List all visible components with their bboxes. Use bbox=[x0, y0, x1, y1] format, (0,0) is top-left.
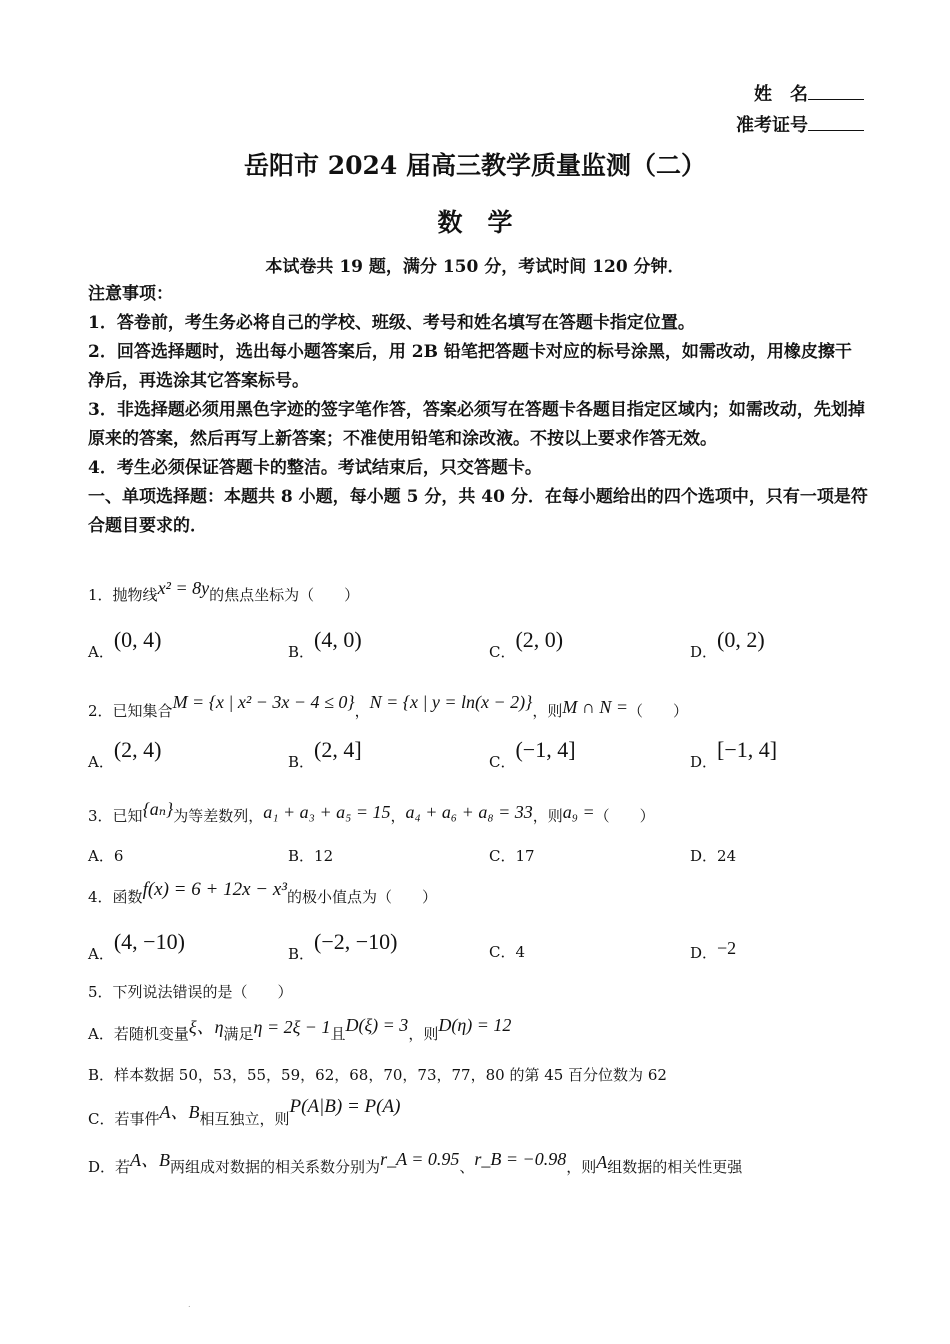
option-value: 6 bbox=[113, 847, 124, 865]
exam-id-label: 准考证号 bbox=[736, 115, 808, 136]
notice-block bbox=[88, 280, 868, 541]
option-value: (0, 2) bbox=[717, 627, 765, 652]
option-letter: B． bbox=[288, 643, 315, 661]
question-text: 抛物线 bbox=[112, 586, 158, 604]
option-letter: D． bbox=[88, 1158, 116, 1176]
option-value: (−2, −10) bbox=[314, 929, 398, 954]
q5-option-a bbox=[88, 1015, 512, 1044]
option-value: (2, 0) bbox=[515, 627, 564, 652]
notice-item: 2．回答选择题时，选出每小题答案后，用 2B 铅笔把答题卡对应的标号涂黑，如需改动，用橡皮擦干净后，再选涂其它答案标号。 bbox=[88, 342, 852, 391]
question-text: 已知集合 bbox=[112, 702, 173, 720]
question-3: 3．已知{aₙ}为等差数列，a₁ + a₃ + a₅ = 15，a₄ + a₆ + a₈ = 33，则a₉ =（ ） bbox=[88, 799, 655, 825]
option-letter: B． bbox=[288, 753, 315, 771]
question-text: （ ） bbox=[594, 807, 655, 825]
option-value: (2, 4) bbox=[113, 737, 162, 762]
name-field bbox=[754, 80, 864, 106]
question-text: 的极小值点为（ ） bbox=[286, 888, 437, 906]
q5-option-c bbox=[88, 1096, 401, 1129]
q3-option-d bbox=[690, 846, 736, 866]
question-number: 5． bbox=[88, 983, 113, 1001]
q4-option-d bbox=[690, 938, 737, 963]
question-number: 2． bbox=[88, 702, 113, 720]
question-number: 3． bbox=[88, 807, 113, 825]
option-text: 样本数据 50，53，55，59，62，68，70，73，77，80 的第 45 百分位数为 62 bbox=[114, 1066, 667, 1084]
exam-info: 本试卷共 19 题，满分 150 分，考试时间 120 分钟． bbox=[265, 257, 685, 277]
q1-option-b bbox=[288, 627, 362, 662]
option-letter: D． bbox=[690, 643, 718, 661]
math-expression: f(x) = 6 + 12x − x³ bbox=[142, 879, 287, 900]
question-text: 为等差数列， bbox=[173, 807, 264, 825]
option-text: 两组成对数据的相关系数分别为 bbox=[170, 1158, 381, 1176]
option-value: 12 bbox=[314, 847, 334, 865]
math-expression: r_B = −0.98 bbox=[474, 1149, 567, 1169]
option-letter: C． bbox=[489, 943, 516, 961]
option-letter: B． bbox=[288, 847, 315, 865]
option-letter: A． bbox=[88, 753, 114, 771]
math-expression: ξ、η bbox=[188, 1017, 224, 1037]
math-expression: x² = 8y bbox=[157, 578, 210, 598]
q3-option-a bbox=[88, 846, 123, 866]
math-expression: {aₙ} bbox=[142, 799, 174, 819]
notice-item: 1．答卷前，考生务必将自己的学校、班级、考号和姓名填写在答题卡指定位置。 bbox=[88, 313, 695, 333]
exam-id-blank bbox=[808, 116, 864, 131]
option-letter: D． bbox=[690, 944, 718, 962]
math-expression: a₄ + a₆ + a₈ = 33 bbox=[405, 802, 533, 822]
question-1 bbox=[88, 578, 360, 605]
option-value: 4 bbox=[515, 943, 526, 961]
math-expression: M ∩ N = bbox=[562, 697, 629, 717]
math-expression: a₁ + a₃ + a₅ = 15 bbox=[263, 802, 391, 822]
option-value: [−1, 4] bbox=[717, 737, 778, 762]
question-5 bbox=[88, 982, 293, 1002]
question-text: 下列说法错误的是（ ） bbox=[112, 983, 293, 1001]
q1-option-c bbox=[489, 627, 564, 662]
math-expression: η = 2ξ − 1 bbox=[253, 1017, 331, 1037]
q1-option-a bbox=[88, 627, 162, 662]
q3-option-c bbox=[489, 846, 535, 866]
q5-option-b bbox=[88, 1065, 667, 1085]
math-expression: A、B bbox=[130, 1150, 171, 1170]
notice-item: 3．非选择题必须用黑色字迹的签字笔作答，答案必须写在答题卡各题目指定区域内；如需改动，先划掉原来的答案，然后再写上新答案；不准使用铅笔和涂改液。不按以上要求作答无效。 bbox=[88, 400, 865, 449]
name-blank bbox=[808, 85, 864, 100]
option-text: 且 bbox=[330, 1025, 346, 1043]
math-expression: M = {x | x² − 3x − 4 ≤ 0} bbox=[172, 692, 355, 712]
question-4 bbox=[88, 879, 437, 907]
option-value: −2 bbox=[717, 938, 737, 958]
option-text: 若事件 bbox=[114, 1110, 160, 1128]
question-text: 已知 bbox=[112, 807, 143, 825]
question-number: 4． bbox=[88, 888, 113, 906]
math-expression: P(A|B) = P(A) bbox=[289, 1096, 401, 1117]
question-text: 的焦点坐标为（ ） bbox=[209, 586, 360, 604]
option-letter: C． bbox=[489, 643, 516, 661]
q4-option-a bbox=[88, 929, 185, 964]
q5-option-d bbox=[88, 1149, 743, 1177]
option-text: 、 bbox=[459, 1158, 475, 1176]
option-value: 24 bbox=[717, 847, 737, 865]
exam-title: 岳阳市 2024 届高三教学质量监测（二） bbox=[244, 151, 706, 180]
option-text: ，则 bbox=[566, 1158, 597, 1176]
option-value: (2, 4] bbox=[314, 737, 362, 762]
q3-option-b bbox=[288, 846, 333, 866]
option-value: 17 bbox=[515, 847, 535, 865]
math-expression: D(ξ) = 3 bbox=[345, 1015, 409, 1035]
option-letter: C． bbox=[88, 1110, 115, 1128]
section-heading: 一、单项选择题：本题共 8 小题，每小题 5 分，共 40 分．在每小题给出的四个选项中，只有一项是符合题目要求的． bbox=[88, 487, 868, 536]
q2-option-b bbox=[288, 737, 362, 772]
math-expression: N = {x | y = ln(x − 2)} bbox=[369, 692, 533, 712]
option-letter: A． bbox=[88, 945, 114, 963]
math-expression: a₉ = bbox=[562, 802, 595, 822]
math-expression: A、B bbox=[159, 1102, 200, 1122]
option-letter: C． bbox=[489, 847, 516, 865]
option-value: (4, −10) bbox=[113, 929, 185, 954]
question-2: 2．已知集合M = {x | x² − 3x − 4 ≤ 0}，N = {x | y = ln(x − 2)}，则M ∩ N =（ ） bbox=[88, 692, 689, 720]
question-text: 函数 bbox=[112, 888, 143, 906]
option-text: 若随机变量 bbox=[113, 1025, 189, 1043]
option-value: (−1, 4] bbox=[515, 737, 576, 762]
notice-heading: 注意事项： bbox=[88, 284, 173, 304]
math-expression: r_A = 0.95 bbox=[380, 1149, 460, 1169]
option-text: ，则 bbox=[408, 1025, 439, 1043]
option-text: 满足 bbox=[223, 1025, 254, 1043]
question-text: ，则 bbox=[532, 702, 563, 720]
option-letter: A． bbox=[88, 847, 114, 865]
math-expression: A bbox=[596, 1152, 608, 1172]
q4-option-b bbox=[288, 929, 398, 964]
option-letter: D． bbox=[690, 753, 718, 771]
footer-mark: . bbox=[188, 1300, 191, 1309]
question-text: ，则 bbox=[532, 807, 563, 825]
option-value: (0, 4) bbox=[113, 627, 162, 652]
option-text: 相互独立，则 bbox=[199, 1110, 290, 1128]
exam-id-field bbox=[736, 111, 864, 137]
option-letter: C． bbox=[489, 753, 516, 771]
name-label: 姓 名 bbox=[754, 84, 808, 105]
option-letter: A． bbox=[88, 643, 114, 661]
option-letter: B． bbox=[288, 945, 315, 963]
math-expression: D(η) = 12 bbox=[438, 1015, 512, 1035]
option-letter: B． bbox=[88, 1066, 115, 1084]
option-letter: A． bbox=[88, 1025, 114, 1043]
option-text: 组数据的相关性更强 bbox=[607, 1158, 743, 1176]
q1-option-d bbox=[690, 627, 765, 662]
question-text: （ ） bbox=[628, 702, 689, 720]
q2-option-a bbox=[88, 737, 162, 772]
q2-option-c bbox=[489, 737, 576, 772]
q2-option-d bbox=[690, 737, 778, 772]
question-number: 1． bbox=[88, 586, 113, 604]
q4-option-c bbox=[489, 942, 525, 962]
option-value: (4, 0) bbox=[314, 627, 362, 652]
option-text: 若 bbox=[115, 1158, 131, 1176]
subject-title: 数 学 bbox=[437, 208, 513, 237]
option-letter: D． bbox=[690, 847, 718, 865]
notice-item: 4．考生必须保证答题卡的整洁。考试结束后，只交答题卡。 bbox=[88, 458, 542, 478]
